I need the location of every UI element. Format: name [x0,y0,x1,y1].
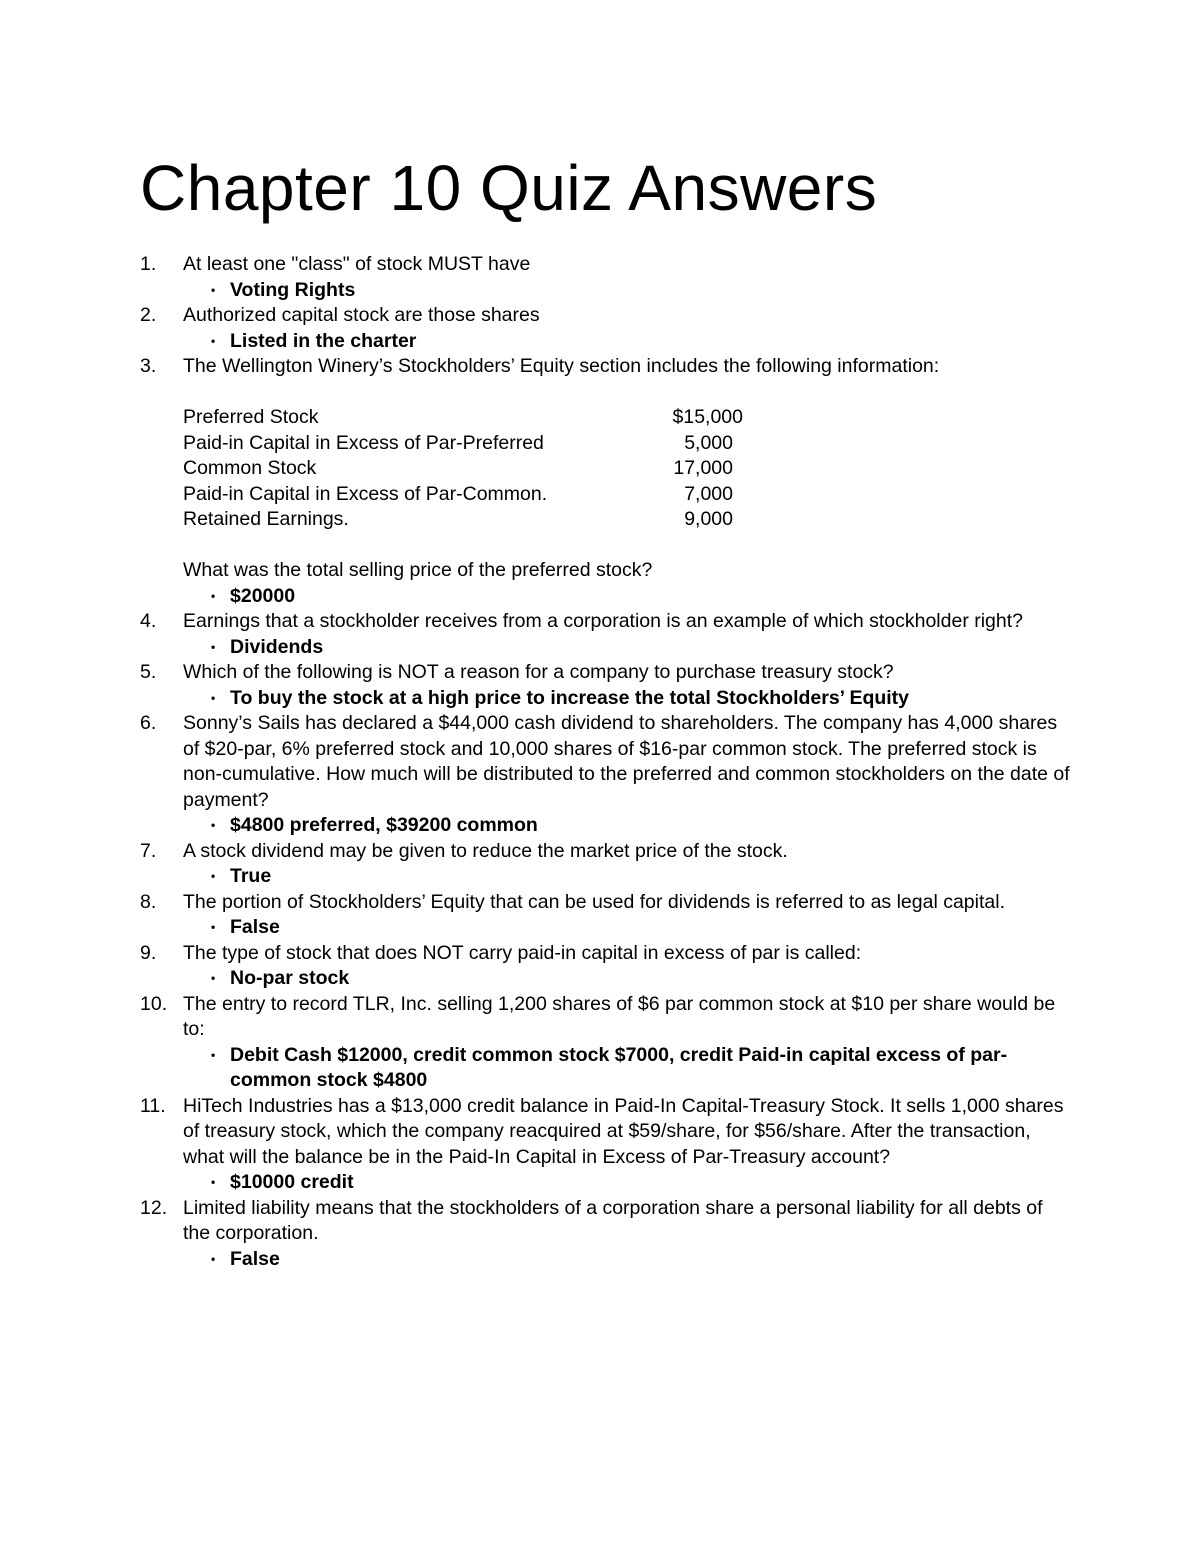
question-number: 5. [140,661,157,683]
question-12 [140,1196,1070,1247]
answer-5 [140,686,1070,712]
bullet-icon: • [211,282,216,297]
bullet-icon: • [211,639,216,654]
answer-4 [140,635,1070,661]
question-number: 3. [140,355,157,377]
question-text: Limited liability means that the stockholders of a corporation share a personal liability for all debts of the corporation. [183,1196,1043,1244]
answer-text: $4800 preferred, $39200 common [230,814,538,836]
question-text: Which of the following is NOT a reason for a company to purchase treasury stock? [183,661,894,683]
equity-amount: 9,000 [684,508,733,530]
bullet-icon: • [211,971,216,985]
question-number: 10. [140,992,168,1015]
answer-1 [140,278,1070,304]
question-text: The entry to record TLR, Inc. selling 1,200 shares of $6 par common stock at $10 per share would be to: [183,992,1056,1040]
answer-text: To buy the stock at a high price to increase the total Stockholders’ Equity [230,686,910,709]
question-7 [140,839,1070,865]
question-text: At least one "class" of stock MUST have [183,253,531,275]
answer-12 [140,1247,1070,1273]
bullet-icon: • [211,1175,216,1189]
equity-table [183,405,783,533]
answer-text: False [230,1247,280,1270]
question-10 [140,992,1070,1043]
answer-8 [140,915,1070,941]
question-3 [140,354,1070,380]
equity-label: Preferred Stock [183,406,319,428]
question-text: The type of stock that does NOT carry paid-in capital in excess of par is called: [183,941,862,964]
equity-amount: 7,000 [684,482,733,505]
equity-label: Paid-in Capital in Excess of Par-Common. [183,482,548,505]
question-text: The Wellington Winery’s Stockholders’ Equity section includes the following information: [183,355,940,377]
equity-row [183,482,783,508]
bullet-icon: • [211,920,216,934]
equity-amount: 17,000 [673,457,733,479]
equity-row [183,456,783,482]
equity-amount: $15,000 [672,406,743,428]
question-text: Sonny’s Sails has declared a $44,000 cash dividend to shareholders. The company has 4,000 shares of $20-par, 6% preferred stock and 10,000 shares of $16-par common stock. The preferred stock is non-cumulative. How much will be distributed to the preferred and common stockholders on the date of payment? [183,712,1070,811]
answer-text: No-par stock [230,967,350,989]
bullet-icon: • [211,1047,216,1062]
answer-text: Listed in the charter [230,329,417,352]
equity-row [183,431,783,457]
equity-row [183,507,783,533]
answer-text: $10000 credit [230,1171,354,1193]
question-text: A stock dividend may be given to reduce the market price of the stock. [183,839,788,862]
answer-3 [140,584,1070,610]
question-number: 7. [140,839,157,862]
answer-text: Debit Cash $12000, credit common stock $7000, credit Paid-in capital excess of par-common stock $4800 [230,1043,1008,1091]
bullet-icon: • [211,333,216,348]
question-4 [140,609,1070,635]
question-6 [140,711,1070,813]
question-2 [140,303,1070,329]
question-text: Authorized capital stock are those shares [183,304,540,326]
question-text: HiTech Industries has a $13,000 credit balance in Paid-In Capital-Treasury Stock. It sells 1,000 shares of treasury stock, which the company reacquired at $59/share, for $56/share. After the transaction, what will the balance be in the Paid-In Capital in Excess of Par-Treasury account? [183,1094,1064,1168]
answer-10 [140,1043,1070,1094]
question-number: 2. [140,304,157,326]
answer-text: False [230,916,280,938]
question-11 [140,1094,1070,1171]
question-number: 11. [140,1094,166,1117]
answer-11 [140,1170,1070,1196]
question-9 [140,941,1070,967]
subquestion-text: What was the total selling price of the preferred stock? [183,559,653,581]
bullet-icon: • [211,690,216,705]
question-1 [140,252,1070,278]
quiz-list [140,252,1070,1272]
equity-label: Paid-in Capital in Excess of Par-Preferred [183,431,544,454]
question-number: 6. [140,712,157,734]
question-text: The portion of Stockholders’ Equity that can be used for dividends is referred to as legal capital. [183,890,1005,913]
bullet-icon: • [211,1251,216,1266]
page-title: Chapter 10 Quiz Answers [140,152,878,224]
answer-text: Voting Rights [230,278,356,301]
question-number: 8. [140,890,157,913]
question-text: Earnings that a stockholder receives from a corporation is an example of which stockholder right? [183,610,1024,632]
answer-text: True [230,865,272,887]
equity-amount: 5,000 [684,431,733,454]
question-5 [140,660,1070,686]
equity-row [183,405,783,431]
answer-6 [140,813,1070,839]
answer-7 [140,864,1070,890]
question-number: 1. [140,253,157,275]
question-number: 4. [140,610,157,632]
bullet-icon: • [211,588,216,603]
answer-text: Dividends [230,635,324,658]
answer-text: $20000 [230,584,296,607]
equity-label: Common Stock [183,457,317,479]
bullet-icon: • [211,818,216,832]
answer-9 [140,966,1070,992]
question-number: 12. [140,1196,168,1219]
equity-label: Retained Earnings. [183,508,349,530]
answer-2 [140,329,1070,355]
bullet-icon: • [211,869,216,883]
question-number: 9. [140,941,157,964]
question-8 [140,890,1070,916]
